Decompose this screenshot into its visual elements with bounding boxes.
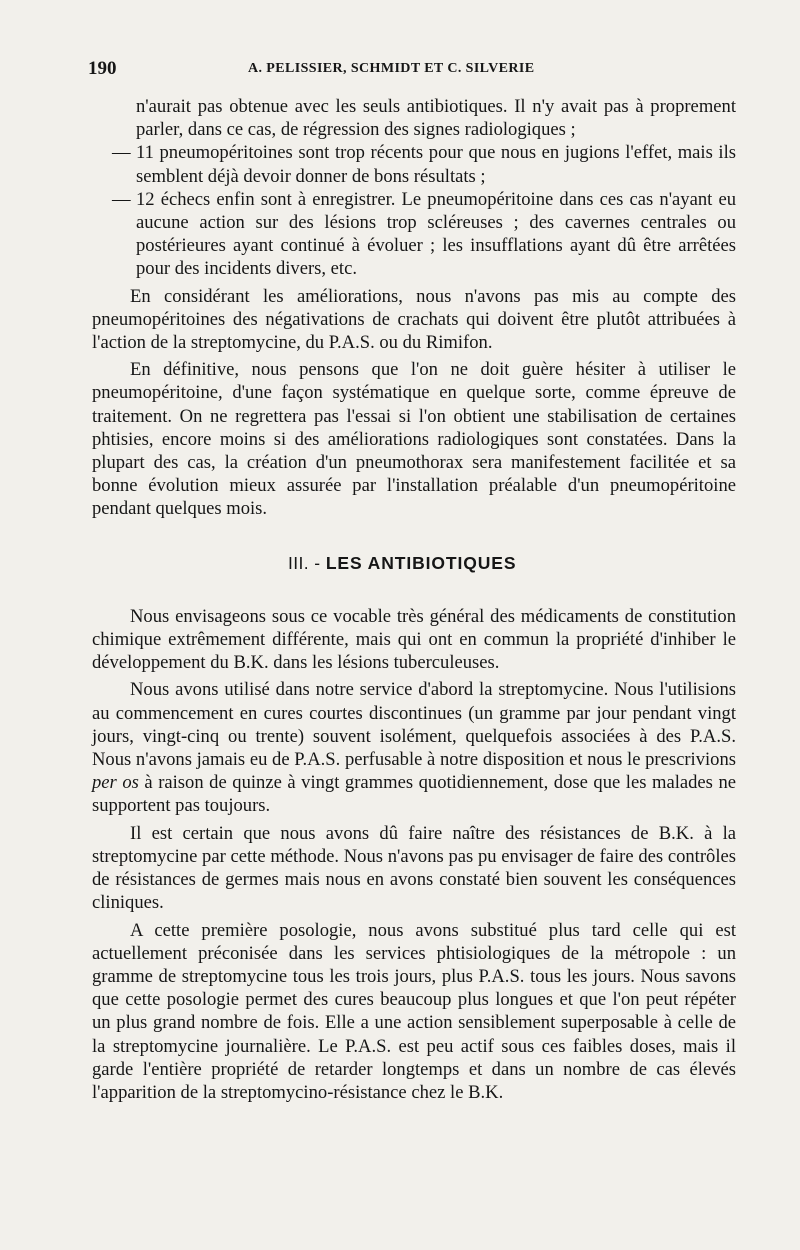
list-continuation: n'aurait pas obtenue avec les seuls antibiotiques. Il n'y avait pas à proprement parler, dans ce cas, de régression des signes radiologiques ; (136, 96, 736, 141)
body-text (92, 95, 736, 1104)
section-title: LES ANTIBIOTIQUES (325, 552, 517, 573)
paragraph: Nous envisageons sous ce vocable très général des médicaments de constitution chimique extrêmement différente, mais qui ont en commun la propriété d'inhiber le développement du B.K. dans les lésions tuberculeuses. (92, 605, 736, 674)
running-header (88, 58, 728, 84)
list-item-text: 11 pneumopéritoines sont trop récents pour que nous en jugions l'effet, mais ils semblent déjà devoir donner de bons résultats ; (136, 142, 736, 187)
list-item (92, 188, 736, 281)
section-number: III. - (288, 552, 321, 573)
list-dash: — (112, 142, 131, 164)
paragraph-text: à raison de quinze à vingt grammes quotidiennement, dose que les malades ne supportent pas toujours. (92, 772, 736, 817)
running-title: A. PELISSIER, SCHMIDT ET C. SILVERIE (248, 61, 535, 76)
section-heading (92, 552, 736, 575)
list-item-text: 12 échecs enfin sont à enregistrer. Le pneumopéritoine dans ces cas n'ayant eu aucune action sur des lésions trop scléreuses ; des cavernes centrales ou postérieures ayant continué à évoluer ; les insufflations ayant dû être arrêtées pour des incidents divers, etc. (136, 188, 736, 280)
paragraph (92, 678, 736, 817)
page-number: 190 (88, 58, 117, 79)
paragraph: A cette première posologie, nous avons substitué plus tard celle qui est actuellement préconisée dans les services phtisiologiques de la métropole : un gramme de streptomycine tous les trois jours, plus P.A.S. tous les jours. Nous savons que cette posologie permet des cures beaucoup plus longues et que l'on peut répéter un plus grand nombre de fois. Elle a une action sensiblement superposable à celle de la streptomycine journalière. Le P.A.S. est peu actif sous ces faibles doses, mais il garde l'entière propriété de retarder longtemps et dans un nombre de cas élevés l'apparition de la streptomycino-résistance chez le B.K. (92, 919, 736, 1103)
paragraph: Il est certain que nous avons dû faire naître des résistances de B.K. à la streptomycine par cette méthode. Nous n'avons pas pu envisager de faire des contrôles de résistances de germes mais nous en avons constaté bien souvent les conséquences cliniques. (92, 822, 736, 914)
paragraph: En définitive, nous pensons que l'on ne doit guère hésiter à utiliser le pneumopéritoine, d'une façon systématique en quelque sorte, comme épreuve de traitement. On ne regrettera pas l'essai si l'on obtient une stabilisation de certaines phtisies, encore moins si des améliorations radiologiques sont constatées. Dans la plupart des cas, la création d'un pneumothorax sera manifestement facilitée et sa bonne évolution mieux assurée par l'installation préalable d'un pneumopéritoine pendant quelques mois. (92, 359, 736, 520)
paragraph: En considérant les améliorations, nous n'avons pas mis au compte des pneumopéritoines des négativations de crachats qui doivent être plutôt attribuées à l'action de la streptomycine, du P.A.S. ou du Rimifon. (92, 285, 736, 354)
list-item (92, 141, 736, 187)
italic-phrase: per os (92, 772, 139, 794)
list-dash: — (112, 188, 131, 210)
paragraph-text: Nous avons utilisé dans notre service d'abord la streptomycine. Nous l'utilisions au commencement en cures courtes discontinues (un gramme par jour pendant vingt jours, vingt-cinq ou trente) souvent isolément, quelquefois associées à des P.A.S. Nous n'avons jamais eu de P.A.S. perfusable à notre disposition et nous le prescrivions (92, 679, 736, 771)
